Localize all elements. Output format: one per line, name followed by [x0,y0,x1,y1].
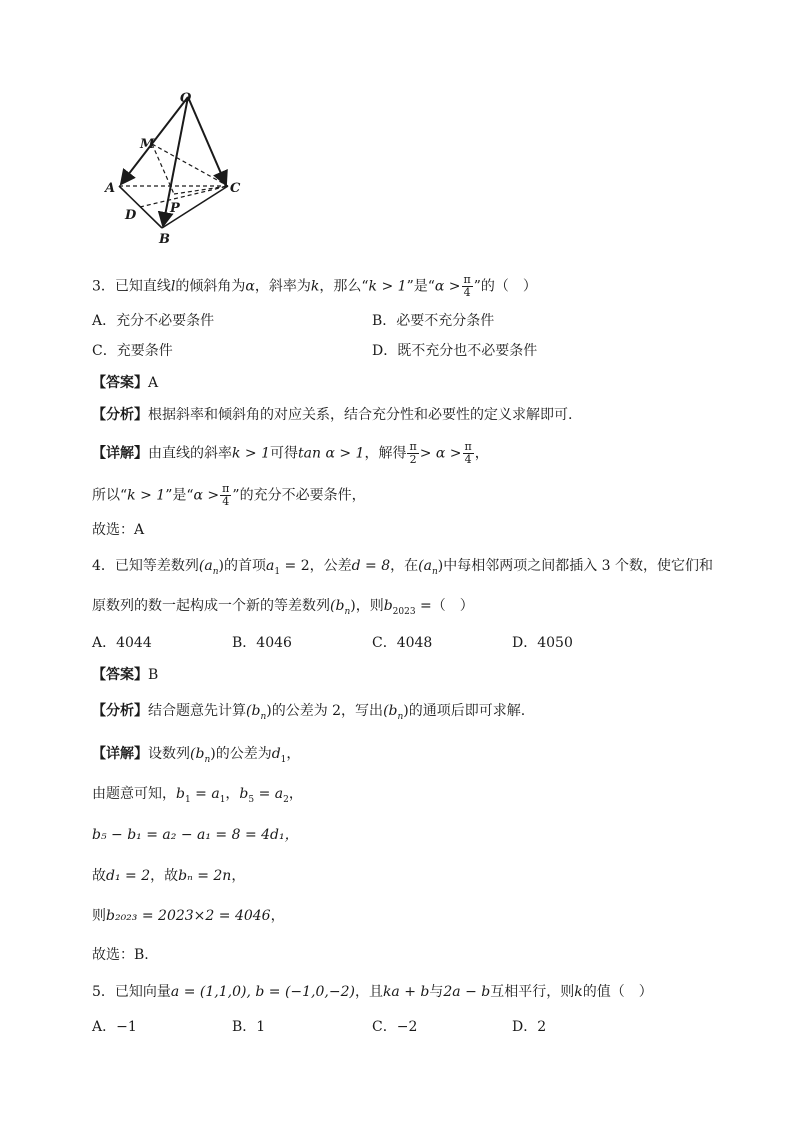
q4-stem-line1: 4．已知等差数列$(a_n)$的首项$a_1 = 2$，公差d = 8，在$(a_n)$中每相邻两项之间都插入 3 个数，使它们和 [92,558,714,577]
q5-option-d[interactable]: D．2 [512,1019,547,1035]
label-A: A [105,181,116,196]
edge-OA [121,97,188,184]
q4-option-a[interactable]: A．4044 [92,635,152,651]
q5-option-b[interactable]: B．1 [232,1019,266,1035]
q3-option-b[interactable]: B．必要不充分条件 [372,313,495,329]
q4-step-3: 故d₁ = 2，故bₙ = 2n， [92,868,246,884]
q4-select: 故选：B. [92,947,149,963]
q4-analysis: 【分析】结合题意先计算$(b_n)$的公差为 2，写出$(b_n)$的通项后即可求解. [92,703,526,722]
q4-option-b[interactable]: B．4046 [232,635,292,651]
label-B: B [159,232,170,247]
tetrahedron-figure [100,88,260,248]
q5-option-c[interactable]: C．−2 [372,1019,418,1035]
seg-PC [174,186,228,194]
label-P: P [170,201,180,216]
q3-conclusion: 所以“k > 1”是“α > $\frac{\pi}{4}$ ”的充分不必要条件， [92,482,366,508]
q3-select: 故选：A [92,522,145,538]
label-M: M [140,137,155,152]
q5-stem: 5．已知向量a = (1,1,0), b = (−1,0,−2)，且ka + b与2a − b互相平行，则k的值（ ） [92,984,653,1000]
label-C: C [230,181,241,196]
label-O: O [180,91,192,106]
edge-OC [188,97,226,185]
q4-step-2: b₅ − b₁ = a₂ − a₁ = 8 = 4d₁， [92,827,299,843]
q4-step-1: 由题意可知，$b_1 = a_1$，$b_5 = a_2$， [92,786,303,805]
q3-option-d[interactable]: D．既不充分也不必要条件 [372,343,538,359]
q4-stem-line2: 原数列的数一起构成一个新的等差数列$(b_n)$，则$b_{2023}$ =（ ） [92,598,474,617]
q5-option-a[interactable]: A．−1 [92,1019,137,1035]
q3-detail: 【详解】由直线的斜率k > 1可得tan α > 1，解得 $\frac{\pi}{2}$ > α > $\frac{\pi}{4}$ ， [92,440,489,466]
q4-detail: 【详解】设数列$(b_n)$的公差为$d_1$， [92,746,301,765]
q3-option-c[interactable]: C．充要条件 [92,343,173,359]
q4-option-c[interactable]: C．4048 [372,635,433,651]
q3-answer: 【答案】A [92,375,159,391]
q4-step-4: 则b₂₀₂₃ = 2023×2 = 4046， [92,908,285,924]
seg-DC [140,186,228,207]
label-D: D [125,208,137,223]
q3-analysis: 【分析】根据斜率和倾斜角的对应关系，结合充分性和必要性的定义求解即可. [92,407,573,423]
q4-answer: 【答案】B [92,667,159,683]
q3-option-a[interactable]: A．充分不必要条件 [92,313,215,329]
q3-stem: 3．已知直线l的倾斜角为α，斜率为k，那么“k > 1”是“α > $\frac{\pi}{4}$ ”的（ ） [92,273,537,299]
q4-option-d[interactable]: D．4050 [512,635,573,651]
